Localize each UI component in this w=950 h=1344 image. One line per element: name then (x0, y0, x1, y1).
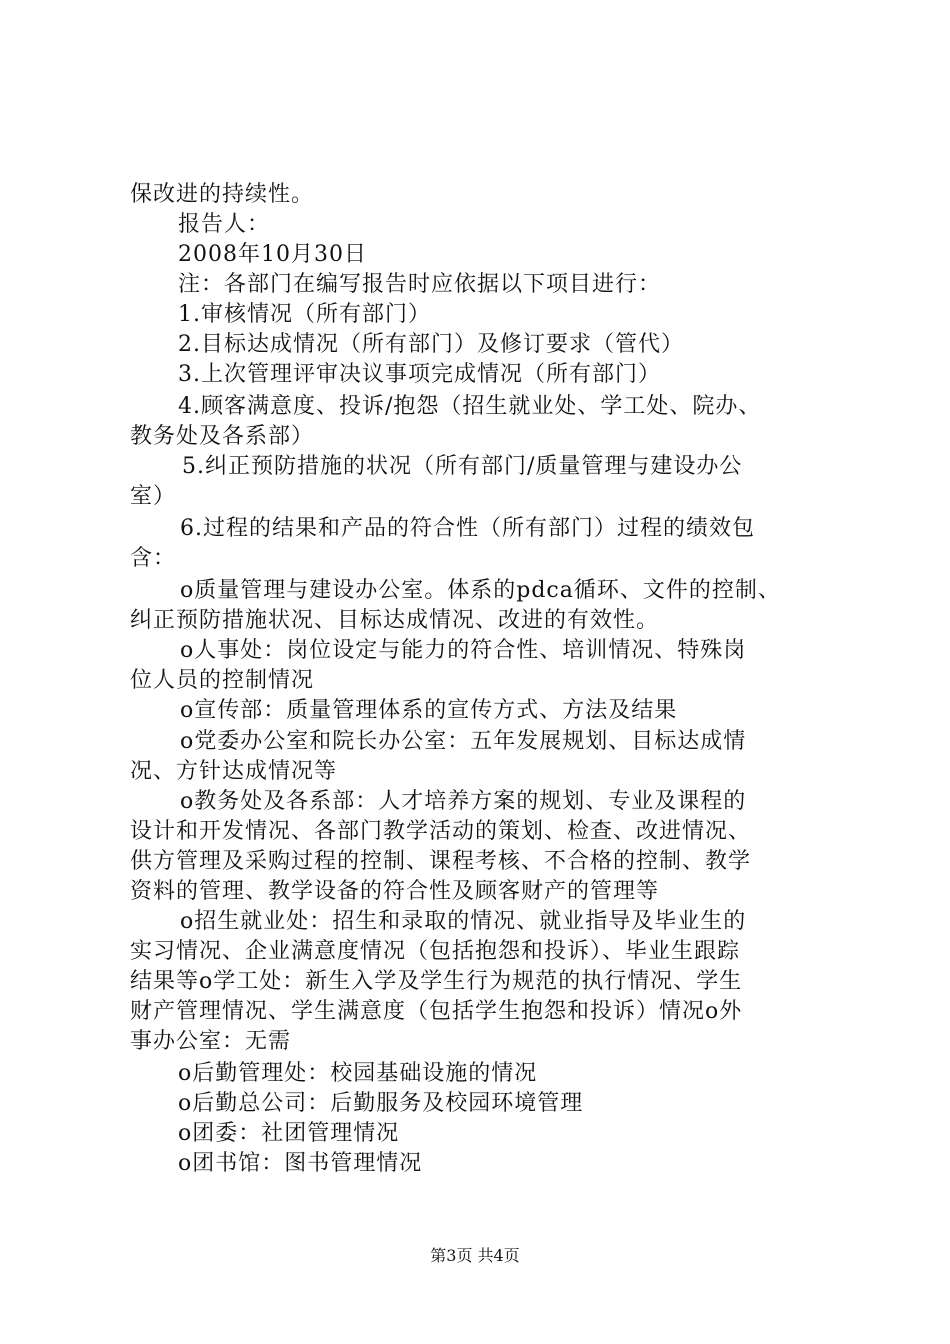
text-line: 含： (130, 546, 177, 571)
text-line: 保改进的持续性。 (130, 182, 315, 207)
text-line: 4.顾客满意度、投诉/抱怨（招生就业处、学工处、院办、 (178, 394, 762, 419)
text-line: 5.纠正预防措施的状况（所有部门/质量管理与建设办公 (182, 454, 743, 479)
text-line: 3.上次管理评审决议事项完成情况（所有部门） (178, 362, 661, 387)
text-line: 资料的管理、教学设备的符合性及顾客财产的管理等 (130, 879, 660, 904)
text-line: 况、方针达成情况等 (130, 759, 338, 784)
text-line: 实习情况、企业满意度情况（包括抱怨和投诉）、毕业生跟踪 (130, 939, 741, 964)
text-line: 注：各部门在编写报告时应依据以下项目进行： (178, 272, 662, 297)
text-line: o团委：社团管理情况 (178, 1121, 400, 1146)
text-line: o后勤总公司：后勤服务及校园环境管理 (178, 1091, 584, 1116)
text-line: 结果等o学工处：新生入学及学生行为规范的执行情况、学生 (130, 969, 743, 994)
page-number: 第3页 共4页 (430, 1246, 520, 1265)
text-line: 财产管理情况、学生满意度（包括学生抱怨和投诉）情况o外 (130, 999, 743, 1024)
text-line: 2008年10月30日 (178, 242, 367, 267)
text-line: o人事处：岗位设定与能力的符合性、培训情况、特殊岗 (180, 638, 747, 663)
text-line: 1.审核情况（所有部门） (178, 302, 431, 327)
text-line: 事办公室：无需 (130, 1029, 292, 1054)
text-line: 供方管理及采购过程的控制、课程考核、不合格的控制、教学 (130, 849, 752, 874)
text-line: o党委办公室和院长办公室：五年发展规划、目标达成情 (180, 729, 747, 754)
text-line: 设计和开发情况、各部门教学活动的策划、检查、改进情况、 (130, 819, 752, 844)
text-line: 报告人： (178, 212, 271, 237)
text-line: 6.过程的结果和产品的符合性（所有部门）过程的绩效包 (180, 516, 755, 541)
text-line: 位人员的控制情况 (130, 668, 315, 693)
text-line: o教务处及各系部：人才培养方案的规划、专业及课程的 (180, 789, 747, 814)
text-line: o质量管理与建设办公室。体系的pdca循环、文件的控制、 (180, 578, 781, 603)
text-line: o宣传部：质量管理体系的宣传方式、方法及结果 (180, 698, 678, 723)
text-line: 纠正预防措施状况、目标达成情况、改进的有效性。 (130, 608, 660, 633)
text-line: o招生就业处：招生和录取的情况、就业指导及毕业生的 (180, 909, 747, 934)
text-line: 室） (130, 484, 177, 509)
text-line: o后勤管理处：校园基础设施的情况 (178, 1061, 538, 1086)
text-line: 2.目标达成情况（所有部门）及修订要求（管代） (178, 332, 684, 357)
text-line: 教务处及各系部） (130, 424, 315, 449)
text-line: o团书馆：图书管理情况 (178, 1151, 423, 1176)
